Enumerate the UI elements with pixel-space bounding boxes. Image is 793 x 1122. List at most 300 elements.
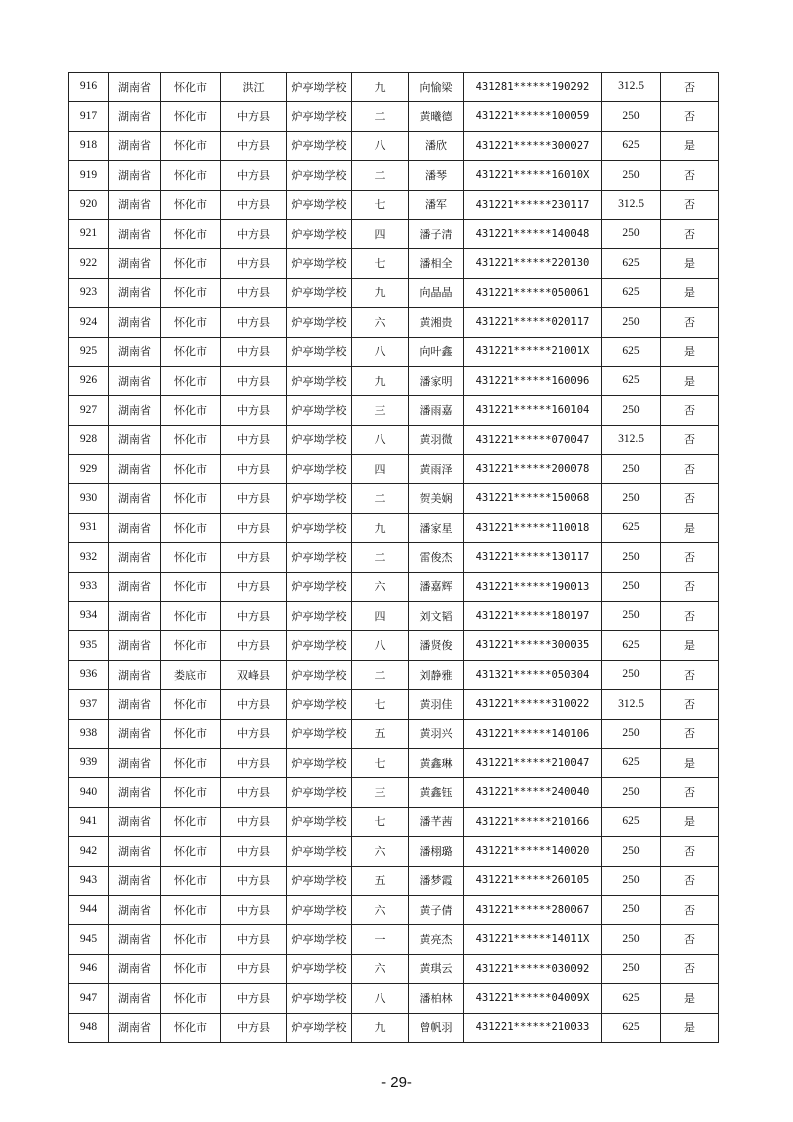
- cell-student-name: 雷俊杰: [409, 543, 464, 572]
- cell-row-number: 923: [69, 278, 109, 307]
- cell-flag: 是: [661, 513, 719, 542]
- cell-city: 怀化市: [161, 543, 221, 572]
- cell-grade: 六: [352, 572, 409, 601]
- cell-id-number: 431221******04009X: [464, 984, 602, 1013]
- table-row: [69, 219, 719, 248]
- cell-amount: 312.5: [602, 690, 661, 719]
- cell-grade: 八: [352, 131, 409, 160]
- cell-flag: 是: [661, 984, 719, 1013]
- cell-province: 湖南省: [109, 278, 161, 307]
- cell-student-name: 向叶鑫: [409, 337, 464, 366]
- cell-province: 湖南省: [109, 190, 161, 219]
- cell-amount: 625: [602, 1013, 661, 1042]
- cell-flag: 是: [661, 748, 719, 777]
- cell-id-number: 431221******210047: [464, 748, 602, 777]
- cell-id-number: 431221******230117: [464, 190, 602, 219]
- cell-amount: 250: [602, 719, 661, 748]
- cell-grade: 一: [352, 925, 409, 954]
- cell-city: 怀化市: [161, 131, 221, 160]
- cell-county: 中方县: [221, 513, 287, 542]
- table-row: [69, 866, 719, 895]
- cell-id-number: 431221******180197: [464, 602, 602, 631]
- cell-county: 中方县: [221, 837, 287, 866]
- cell-flag: 是: [661, 278, 719, 307]
- cell-county: 中方县: [221, 984, 287, 1013]
- cell-id-number: 431221******140106: [464, 719, 602, 748]
- cell-amount: 250: [602, 602, 661, 631]
- cell-county: 中方县: [221, 484, 287, 513]
- cell-row-number: 946: [69, 954, 109, 983]
- cell-province: 湖南省: [109, 513, 161, 542]
- cell-id-number: 431221******200078: [464, 455, 602, 484]
- table-row: [69, 631, 719, 660]
- cell-flag: 否: [661, 396, 719, 425]
- cell-row-number: 924: [69, 308, 109, 337]
- cell-flag: 否: [661, 866, 719, 895]
- cell-id-number: 431221******050061: [464, 278, 602, 307]
- cell-row-number: 922: [69, 249, 109, 278]
- cell-amount: 625: [602, 337, 661, 366]
- cell-row-number: 945: [69, 925, 109, 954]
- cell-amount: 250: [602, 161, 661, 190]
- cell-flag: 否: [661, 308, 719, 337]
- cell-amount: 250: [602, 455, 661, 484]
- cell-city: 怀化市: [161, 455, 221, 484]
- cell-id-number: 431221******140020: [464, 837, 602, 866]
- cell-grade: 七: [352, 748, 409, 777]
- cell-province: 湖南省: [109, 1013, 161, 1042]
- cell-grade: 七: [352, 690, 409, 719]
- cell-student-name: 潘梦霞: [409, 866, 464, 895]
- cell-student-name: 黄湘贵: [409, 308, 464, 337]
- cell-student-name: 向愉梁: [409, 73, 464, 102]
- cell-student-name: 潘嘉辉: [409, 572, 464, 601]
- cell-city: 怀化市: [161, 778, 221, 807]
- cell-city: 怀化市: [161, 308, 221, 337]
- cell-student-name: 刘文韬: [409, 602, 464, 631]
- cell-amount: 625: [602, 131, 661, 160]
- table-row: [69, 543, 719, 572]
- cell-flag: 否: [661, 660, 719, 689]
- cell-grade: 四: [352, 219, 409, 248]
- cell-city: 怀化市: [161, 690, 221, 719]
- cell-id-number: 431221******160096: [464, 366, 602, 395]
- cell-grade: 九: [352, 1013, 409, 1042]
- cell-row-number: 916: [69, 73, 109, 102]
- cell-id-number: 431221******16010X: [464, 161, 602, 190]
- cell-student-name: 黄羽佳: [409, 690, 464, 719]
- table-body: [69, 73, 719, 1043]
- table-row: [69, 748, 719, 777]
- cell-student-name: 黄子倩: [409, 895, 464, 924]
- cell-grade: 三: [352, 396, 409, 425]
- table-row: [69, 984, 719, 1013]
- cell-county: 双峰县: [221, 660, 287, 689]
- cell-county: 中方县: [221, 719, 287, 748]
- cell-flag: 是: [661, 337, 719, 366]
- cell-amount: 250: [602, 543, 661, 572]
- cell-county: 中方县: [221, 249, 287, 278]
- cell-flag: 否: [661, 190, 719, 219]
- cell-flag: 否: [661, 484, 719, 513]
- cell-city: 娄底市: [161, 660, 221, 689]
- cell-row-number: 928: [69, 425, 109, 454]
- cell-amount: 625: [602, 631, 661, 660]
- cell-school: 炉亭坳学校: [287, 1013, 352, 1042]
- cell-id-number: 431221******210033: [464, 1013, 602, 1042]
- cell-city: 怀化市: [161, 895, 221, 924]
- cell-city: 怀化市: [161, 807, 221, 836]
- cell-city: 怀化市: [161, 337, 221, 366]
- cell-province: 湖南省: [109, 807, 161, 836]
- cell-id-number: 431281******190292: [464, 73, 602, 102]
- cell-school: 炉亭坳学校: [287, 660, 352, 689]
- cell-county: 中方县: [221, 631, 287, 660]
- cell-row-number: 936: [69, 660, 109, 689]
- cell-flag: 否: [661, 925, 719, 954]
- cell-id-number: 431221******150068: [464, 484, 602, 513]
- cell-province: 湖南省: [109, 778, 161, 807]
- cell-flag: 否: [661, 425, 719, 454]
- cell-city: 怀化市: [161, 1013, 221, 1042]
- cell-grade: 二: [352, 161, 409, 190]
- cell-flag: 否: [661, 543, 719, 572]
- cell-province: 湖南省: [109, 455, 161, 484]
- cell-row-number: 925: [69, 337, 109, 366]
- cell-grade: 九: [352, 366, 409, 395]
- cell-flag: 否: [661, 73, 719, 102]
- cell-flag: 否: [661, 219, 719, 248]
- cell-county: 中方县: [221, 425, 287, 454]
- cell-grade: 七: [352, 249, 409, 278]
- cell-student-name: 黄鑫琳: [409, 748, 464, 777]
- cell-flag: 否: [661, 895, 719, 924]
- table-row: [69, 484, 719, 513]
- table-row: [69, 660, 719, 689]
- cell-province: 湖南省: [109, 308, 161, 337]
- cell-flag: 是: [661, 1013, 719, 1042]
- cell-province: 湖南省: [109, 425, 161, 454]
- table-row: [69, 190, 719, 219]
- cell-school: 炉亭坳学校: [287, 807, 352, 836]
- cell-grade: 六: [352, 308, 409, 337]
- cell-row-number: 940: [69, 778, 109, 807]
- table-row: [69, 513, 719, 542]
- table-row: [69, 837, 719, 866]
- table-row: [69, 425, 719, 454]
- cell-id-number: 431221******310022: [464, 690, 602, 719]
- cell-grade: 二: [352, 102, 409, 131]
- cell-row-number: 921: [69, 219, 109, 248]
- cell-grade: 八: [352, 425, 409, 454]
- cell-school: 炉亭坳学校: [287, 73, 352, 102]
- cell-row-number: 937: [69, 690, 109, 719]
- cell-school: 炉亭坳学校: [287, 278, 352, 307]
- table-row: [69, 602, 719, 631]
- table-row: [69, 1013, 719, 1042]
- table-row: [69, 925, 719, 954]
- cell-id-number: 431221******140048: [464, 219, 602, 248]
- cell-county: 中方县: [221, 308, 287, 337]
- cell-flag: 是: [661, 807, 719, 836]
- cell-province: 湖南省: [109, 866, 161, 895]
- cell-city: 怀化市: [161, 484, 221, 513]
- cell-row-number: 920: [69, 190, 109, 219]
- cell-city: 怀化市: [161, 925, 221, 954]
- cell-school: 炉亭坳学校: [287, 543, 352, 572]
- cell-amount: 250: [602, 572, 661, 601]
- cell-amount: 250: [602, 396, 661, 425]
- cell-school: 炉亭坳学校: [287, 513, 352, 542]
- cell-student-name: 潘军: [409, 190, 464, 219]
- cell-city: 怀化市: [161, 837, 221, 866]
- cell-student-name: 贺美娴: [409, 484, 464, 513]
- cell-province: 湖南省: [109, 895, 161, 924]
- cell-province: 湖南省: [109, 984, 161, 1013]
- cell-school: 炉亭坳学校: [287, 602, 352, 631]
- cell-province: 湖南省: [109, 602, 161, 631]
- cell-school: 炉亭坳学校: [287, 572, 352, 601]
- cell-student-name: 潘家星: [409, 513, 464, 542]
- table-row: [69, 131, 719, 160]
- cell-row-number: 926: [69, 366, 109, 395]
- table-row: [69, 778, 719, 807]
- cell-row-number: 935: [69, 631, 109, 660]
- cell-student-name: 刘静雅: [409, 660, 464, 689]
- cell-school: 炉亭坳学校: [287, 954, 352, 983]
- cell-city: 怀化市: [161, 984, 221, 1013]
- cell-school: 炉亭坳学校: [287, 484, 352, 513]
- cell-id-number: 431221******100059: [464, 102, 602, 131]
- cell-row-number: 942: [69, 837, 109, 866]
- cell-grade: 二: [352, 484, 409, 513]
- cell-id-number: 431221******240040: [464, 778, 602, 807]
- cell-flag: 否: [661, 602, 719, 631]
- table-row: [69, 249, 719, 278]
- cell-county: 中方县: [221, 337, 287, 366]
- cell-school: 炉亭坳学校: [287, 425, 352, 454]
- cell-city: 怀化市: [161, 572, 221, 601]
- cell-grade: 七: [352, 807, 409, 836]
- cell-row-number: 939: [69, 748, 109, 777]
- cell-student-name: 潘子清: [409, 219, 464, 248]
- cell-row-number: 948: [69, 1013, 109, 1042]
- cell-school: 炉亭坳学校: [287, 455, 352, 484]
- cell-row-number: 927: [69, 396, 109, 425]
- cell-amount: 250: [602, 484, 661, 513]
- cell-province: 湖南省: [109, 396, 161, 425]
- cell-student-name: 潘相全: [409, 249, 464, 278]
- cell-id-number: 431221******210166: [464, 807, 602, 836]
- cell-city: 怀化市: [161, 396, 221, 425]
- cell-grade: 二: [352, 543, 409, 572]
- cell-flag: 是: [661, 131, 719, 160]
- cell-student-name: 黄羽微: [409, 425, 464, 454]
- cell-flag: 是: [661, 366, 719, 395]
- cell-province: 湖南省: [109, 161, 161, 190]
- cell-city: 怀化市: [161, 366, 221, 395]
- cell-county: 中方县: [221, 866, 287, 895]
- cell-city: 怀化市: [161, 748, 221, 777]
- cell-city: 怀化市: [161, 866, 221, 895]
- cell-row-number: 930: [69, 484, 109, 513]
- cell-province: 湖南省: [109, 131, 161, 160]
- cell-row-number: 917: [69, 102, 109, 131]
- cell-amount: 250: [602, 866, 661, 895]
- table-row: [69, 807, 719, 836]
- cell-student-name: 黄琪云: [409, 954, 464, 983]
- cell-id-number: 431221******190013: [464, 572, 602, 601]
- cell-flag: 否: [661, 954, 719, 983]
- cell-city: 怀化市: [161, 73, 221, 102]
- cell-student-name: 黄鑫钰: [409, 778, 464, 807]
- cell-city: 怀化市: [161, 278, 221, 307]
- cell-id-number: 431221******300035: [464, 631, 602, 660]
- cell-amount: 625: [602, 249, 661, 278]
- cell-row-number: 934: [69, 602, 109, 631]
- cell-grade: 九: [352, 278, 409, 307]
- cell-school: 炉亭坳学校: [287, 337, 352, 366]
- cell-id-number: 431221******070047: [464, 425, 602, 454]
- cell-county: 中方县: [221, 1013, 287, 1042]
- cell-flag: 否: [661, 837, 719, 866]
- cell-grade: 六: [352, 954, 409, 983]
- cell-province: 湖南省: [109, 572, 161, 601]
- cell-school: 炉亭坳学校: [287, 719, 352, 748]
- cell-row-number: 919: [69, 161, 109, 190]
- cell-county: 中方县: [221, 748, 287, 777]
- cell-city: 怀化市: [161, 161, 221, 190]
- cell-student-name: 黄亮杰: [409, 925, 464, 954]
- table-row: [69, 366, 719, 395]
- cell-student-name: 潘栩璐: [409, 837, 464, 866]
- cell-county: 中方县: [221, 807, 287, 836]
- cell-province: 湖南省: [109, 366, 161, 395]
- cell-county: 中方县: [221, 366, 287, 395]
- cell-city: 怀化市: [161, 954, 221, 983]
- table-row: [69, 102, 719, 131]
- cell-id-number: 431221******260105: [464, 866, 602, 895]
- cell-student-name: 曾帆羽: [409, 1013, 464, 1042]
- cell-school: 炉亭坳学校: [287, 778, 352, 807]
- cell-id-number: 431221******110018: [464, 513, 602, 542]
- cell-student-name: 潘琴: [409, 161, 464, 190]
- cell-school: 炉亭坳学校: [287, 161, 352, 190]
- cell-amount: 250: [602, 954, 661, 983]
- cell-student-name: 黄曦德: [409, 102, 464, 131]
- cell-grade: 二: [352, 660, 409, 689]
- cell-id-number: 431221******130117: [464, 543, 602, 572]
- cell-grade: 四: [352, 455, 409, 484]
- cell-flag: 否: [661, 690, 719, 719]
- table-row: [69, 278, 719, 307]
- cell-school: 炉亭坳学校: [287, 249, 352, 278]
- cell-county: 中方县: [221, 925, 287, 954]
- cell-amount: 312.5: [602, 73, 661, 102]
- cell-flag: 否: [661, 102, 719, 131]
- cell-county: 中方县: [221, 278, 287, 307]
- cell-amount: 625: [602, 807, 661, 836]
- cell-county: 中方县: [221, 131, 287, 160]
- cell-student-name: 黄雨泽: [409, 455, 464, 484]
- cell-city: 怀化市: [161, 631, 221, 660]
- cell-amount: 312.5: [602, 190, 661, 219]
- cell-grade: 七: [352, 190, 409, 219]
- cell-province: 湖南省: [109, 925, 161, 954]
- cell-id-number: 431221******14011X: [464, 925, 602, 954]
- cell-grade: 六: [352, 895, 409, 924]
- cell-id-number: 431221******280067: [464, 895, 602, 924]
- cell-county: 中方县: [221, 572, 287, 601]
- cell-city: 怀化市: [161, 190, 221, 219]
- cell-county: 中方县: [221, 602, 287, 631]
- cell-city: 怀化市: [161, 425, 221, 454]
- cell-grade: 五: [352, 719, 409, 748]
- cell-school: 炉亭坳学校: [287, 131, 352, 160]
- cell-province: 湖南省: [109, 719, 161, 748]
- cell-student-name: 潘家明: [409, 366, 464, 395]
- cell-student-name: 潘柏林: [409, 984, 464, 1013]
- table-row: [69, 337, 719, 366]
- cell-amount: 625: [602, 748, 661, 777]
- table-row: [69, 690, 719, 719]
- cell-province: 湖南省: [109, 219, 161, 248]
- cell-school: 炉亭坳学校: [287, 925, 352, 954]
- cell-student-name: 潘芊茜: [409, 807, 464, 836]
- cell-grade: 九: [352, 513, 409, 542]
- cell-amount: 250: [602, 219, 661, 248]
- cell-province: 湖南省: [109, 660, 161, 689]
- cell-grade: 三: [352, 778, 409, 807]
- cell-province: 湖南省: [109, 631, 161, 660]
- cell-amount: 250: [602, 102, 661, 131]
- cell-row-number: 944: [69, 895, 109, 924]
- table-row: [69, 455, 719, 484]
- cell-row-number: 947: [69, 984, 109, 1013]
- cell-flag: 否: [661, 161, 719, 190]
- cell-student-name: 潘贤俊: [409, 631, 464, 660]
- cell-school: 炉亭坳学校: [287, 631, 352, 660]
- cell-county: 中方县: [221, 190, 287, 219]
- cell-flag: 是: [661, 249, 719, 278]
- cell-id-number: 431221******020117: [464, 308, 602, 337]
- cell-amount: 250: [602, 778, 661, 807]
- cell-student-name: 向晶晶: [409, 278, 464, 307]
- cell-flag: 否: [661, 572, 719, 601]
- table-row: [69, 895, 719, 924]
- cell-county: 中方县: [221, 219, 287, 248]
- cell-county: 中方县: [221, 690, 287, 719]
- cell-amount: 250: [602, 308, 661, 337]
- cell-amount: 625: [602, 278, 661, 307]
- cell-id-number: 431221******21001X: [464, 337, 602, 366]
- cell-grade: 九: [352, 73, 409, 102]
- cell-province: 湖南省: [109, 249, 161, 278]
- cell-row-number: 941: [69, 807, 109, 836]
- cell-row-number: 931: [69, 513, 109, 542]
- cell-grade: 五: [352, 866, 409, 895]
- cell-school: 炉亭坳学校: [287, 102, 352, 131]
- cell-id-number: 431221******300027: [464, 131, 602, 160]
- table-row: [69, 73, 719, 102]
- cell-grade: 四: [352, 602, 409, 631]
- cell-school: 炉亭坳学校: [287, 748, 352, 777]
- cell-city: 怀化市: [161, 513, 221, 542]
- cell-grade: 八: [352, 984, 409, 1013]
- cell-province: 湖南省: [109, 690, 161, 719]
- cell-county: 中方县: [221, 102, 287, 131]
- cell-school: 炉亭坳学校: [287, 690, 352, 719]
